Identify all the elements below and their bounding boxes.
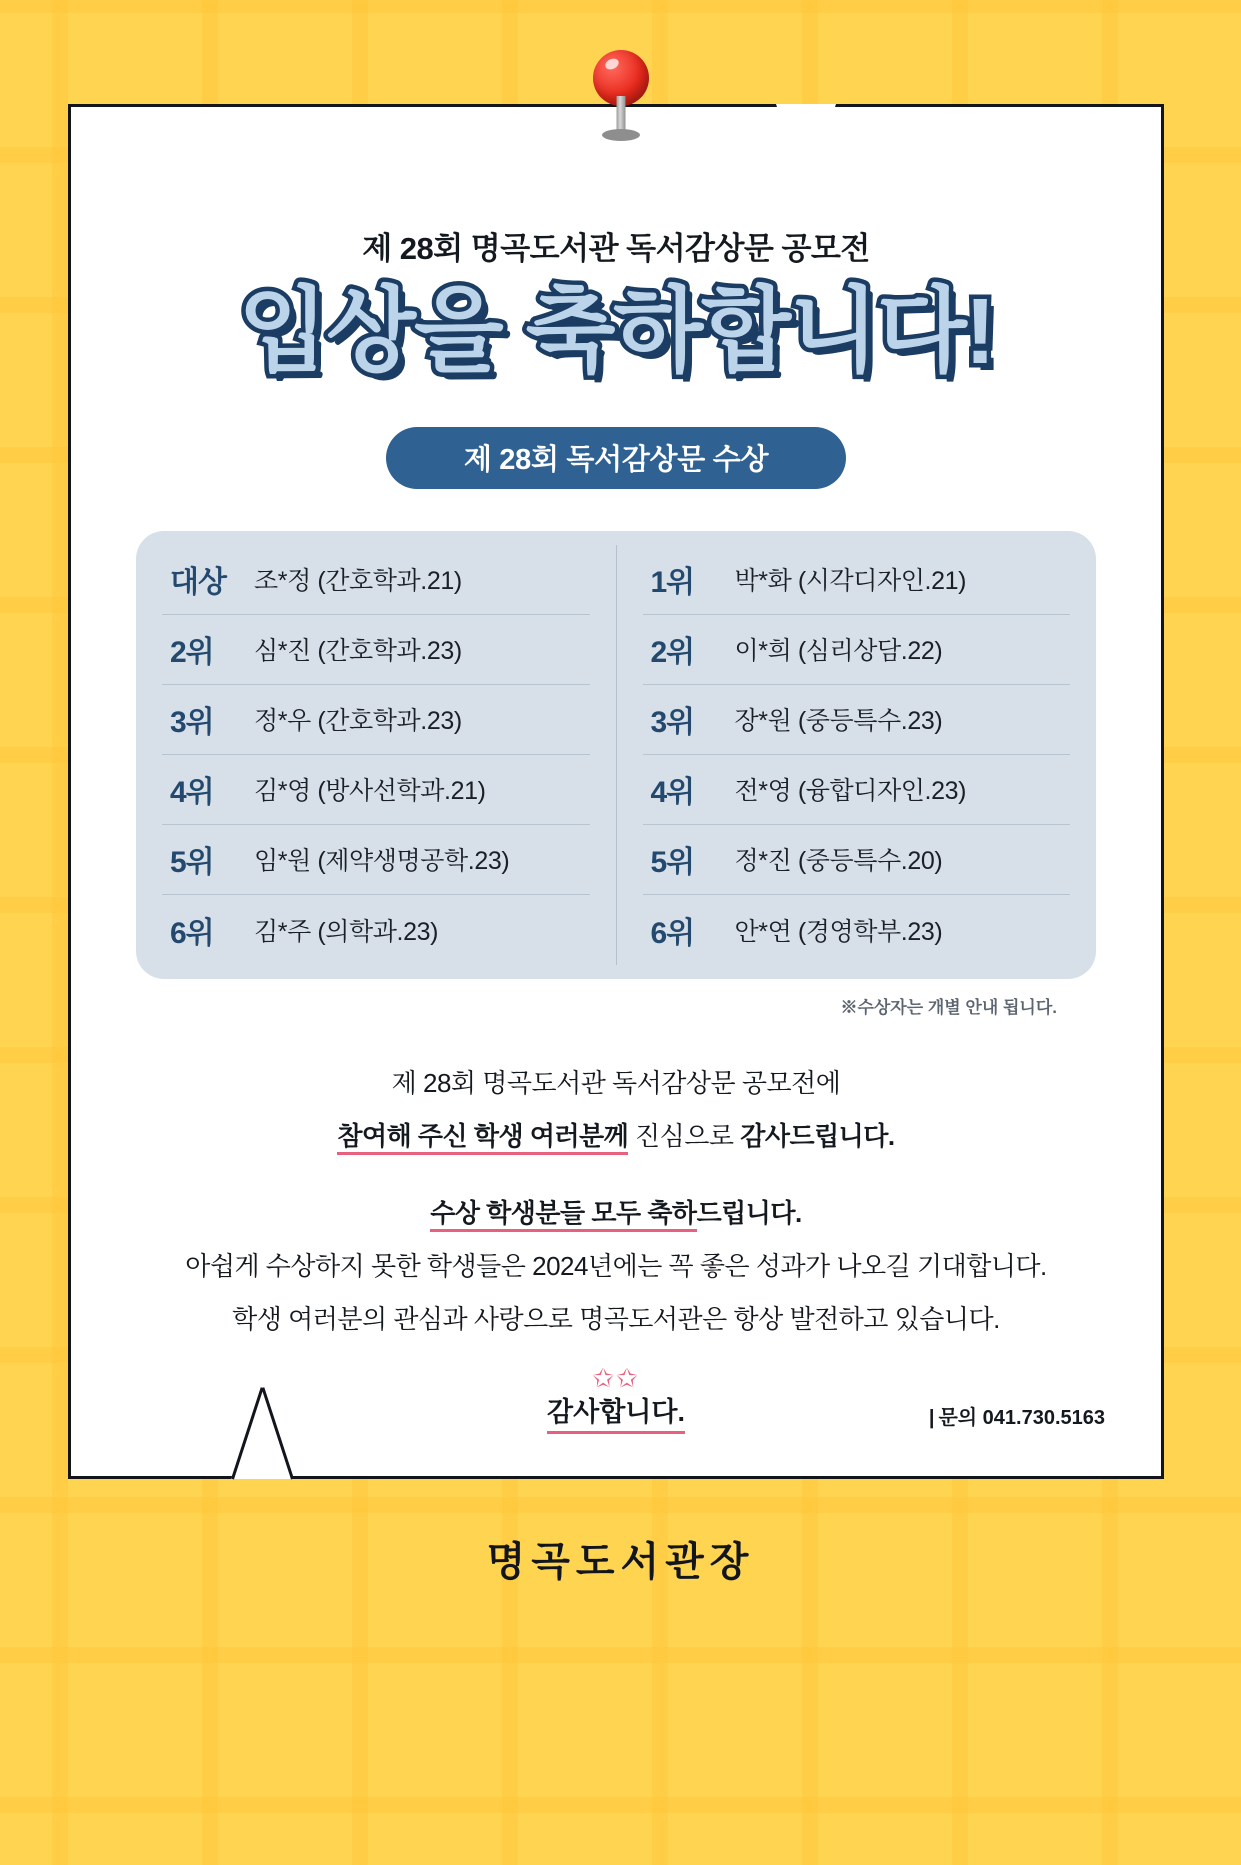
message-line-3	[129, 1194, 1103, 1233]
top-right-notch	[776, 104, 836, 194]
table-row	[643, 755, 1071, 825]
award-name: 조*정 (간호학과.21)	[254, 567, 462, 596]
pushpin-icon	[586, 50, 656, 145]
message-line-5: 학생 여러분의 관심과 사랑으로 명곡도서관은 항상 발전하고 있습니다.	[232, 1303, 1000, 1334]
awards-table	[136, 531, 1096, 979]
stars-icon: ✩✩	[592, 1362, 640, 1393]
award-rank: 4위	[650, 776, 695, 810]
message-line-3-bold: 드립니다.	[696, 1197, 802, 1228]
section-pill-label: 제 28회 독서감상문 수상	[386, 427, 846, 489]
poster-sheet	[68, 104, 1164, 1479]
award-name: 박*화 (시각디자인.21)	[734, 567, 967, 596]
table-row	[643, 615, 1071, 685]
award-rank: 6위	[170, 916, 214, 950]
awards-column-right	[617, 545, 1097, 965]
award-name: 전*영 (융합디자인.23)	[734, 777, 967, 806]
poster-subtitle: 제 28회 명곡도서관 독서감상문 공모전	[362, 231, 870, 266]
library-director-footer: 명곡도서관장	[486, 1540, 755, 1584]
bottom-left-notch	[231, 1389, 291, 1479]
message-block	[129, 1064, 1103, 1339]
table-row	[162, 545, 590, 615]
award-name: 임*원 (제약생명공학.23)	[254, 847, 510, 876]
award-rank: 2위	[170, 636, 214, 670]
award-name: 정*진 (중등특수.20)	[734, 847, 943, 876]
table-row	[162, 825, 590, 895]
award-name: 김*주 (의학과.23)	[254, 917, 439, 946]
award-rank: 5위	[650, 846, 695, 880]
message-line-2-emphasis: 참여해 주신 학생 여러분께	[337, 1121, 628, 1155]
table-row	[162, 615, 590, 685]
award-rank: 1위	[650, 566, 695, 600]
award-rank: 2위	[650, 636, 695, 670]
award-rank: 4위	[170, 776, 214, 810]
award-rank: 3위	[170, 706, 214, 740]
award-rank: 6위	[650, 916, 695, 950]
award-rank: 대상	[170, 566, 226, 600]
table-row	[643, 685, 1071, 755]
table-row	[643, 825, 1071, 895]
message-line-1: 제 28회 명곡도서관 독서감상문 공모전에	[391, 1067, 841, 1098]
award-name: 정*우 (간호학과.23)	[254, 707, 462, 736]
contact-bar: |	[928, 1407, 935, 1429]
table-row	[162, 895, 590, 965]
award-name: 장*원 (중등특수.23)	[734, 707, 943, 736]
message-line-2-bold: 감사드립니다.	[740, 1120, 895, 1151]
table-row	[162, 755, 590, 825]
contact-text: 문의 041.730.5163	[938, 1407, 1105, 1429]
message-line-4: 아쉽게 수상하지 못한 학생들은 2024년에는 꼭 좋은 성과가 나오길 기대합니다.	[185, 1250, 1047, 1281]
thanks-text: 감사합니다.	[547, 1390, 685, 1434]
individual-notice-note: ※수상자는 개별 안내 됩니다.	[840, 997, 1057, 1017]
table-row	[643, 545, 1071, 615]
award-name: 이*희 (심리상담.22)	[734, 637, 943, 666]
award-rank: 5위	[170, 846, 214, 880]
message-line-2	[129, 1117, 1103, 1156]
table-row	[643, 895, 1071, 965]
spacer	[129, 1170, 1103, 1194]
award-name: 심*진 (간호학과.23)	[254, 637, 462, 666]
award-name: 김*영 (방사선학과.21)	[254, 777, 486, 806]
message-line-2-mid: 진심으로	[628, 1120, 741, 1151]
award-name: 안*연 (경영학부.23)	[734, 917, 943, 946]
poster-content	[71, 223, 1161, 1592]
message-line-3-emphasis: 수상 학생분들 모두 축하	[430, 1198, 696, 1232]
contact-info	[929, 1401, 1105, 1430]
poster-headline: 입상을 축하합니다!	[238, 279, 994, 383]
table-row	[162, 685, 590, 755]
awards-column-left	[136, 545, 617, 965]
award-rank: 3위	[650, 706, 695, 740]
pushpin-base	[602, 129, 640, 141]
